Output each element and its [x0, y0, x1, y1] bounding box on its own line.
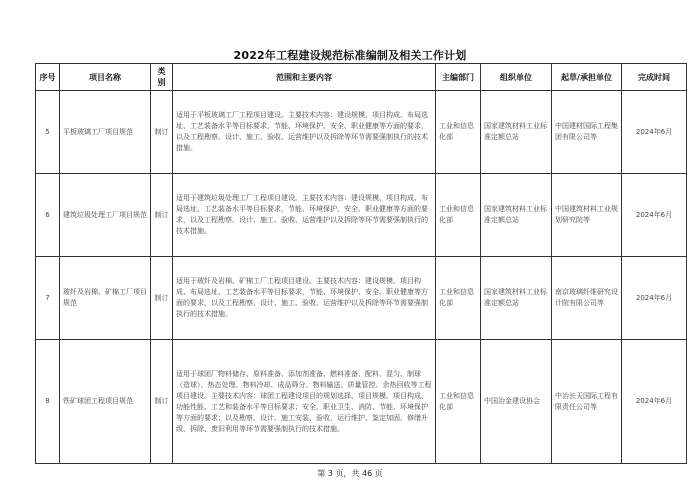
cell-dept: 工业和信息化部 [436, 257, 481, 340]
header-time: 完成时间 [622, 64, 687, 91]
header-scope: 范围和主要内容 [173, 64, 436, 91]
cell-org: 中国冶金建设协会 [481, 340, 552, 464]
header-name: 项目名称 [60, 64, 151, 91]
cell-org: 国家建筑材料工业标准定额总站 [481, 91, 552, 174]
cell-scope: 适用于球团厂物料储存、原料准备、添加剂准备、燃料准备、配料、混匀、制球（造球）、热态处理、物料冷却、成品筛分、物料输送、质量管控、余热回收等工程项目建设。主要技术内容：球团工程建设项目的规划选择、项目规模、项目构成、功能性能、工艺和装备水平等目标要求；安全、职业卫生、消防、节能、环境保护等方面的要求；以及勘察、设计、施工安装、验收、运行维护、鉴定加固、修缮升级、拆除、废旧利用等环节需要强制执行的技术措施。 [173, 340, 436, 464]
header-drafter: 起草/承担单位 [552, 64, 622, 91]
cell-dept: 工业和信息化部 [436, 91, 481, 174]
cell-scope: 适用于玻纤及岩棉、矿棉工厂工程项目建设。主要技术内容：建设规模、项目构成、布局选址、工艺装备水平等目标要求，节能、环境保护、安全、职业健康等方面的要求，以及工程勘察、设计、施工、验收、运营维护以及拆除等环节需要强制执行的技术措施。 [173, 257, 436, 340]
document-title: 2022年工程建设规范标准编制及相关工作计划 [233, 49, 467, 62]
header-seq: 序号 [36, 64, 60, 91]
cell-drafter: 中国建筑材料工业规划研究院等 [552, 174, 622, 257]
cell-name: 铁矿球团工程项目规范 [60, 340, 151, 464]
table-row [36, 91, 687, 174]
cell-time: 2024年6月 [622, 91, 687, 174]
cell-drafter: 南京玻璃纤维研究设计院有限公司等 [552, 257, 622, 340]
cell-scope: 适用于建筑垃圾处理工厂工程项目建设。主要技术内容：建设规模、项目构成、布局选址、工艺装备水平等目标要求，节能、环境保护、安全、职业健康等方面的要求，以及工程勘察、设计、施工、验收、运营维护以及拆除等环节需要强制执行的技术措施。 [173, 174, 436, 257]
cell-seq: 7 [36, 257, 60, 340]
cell-dept: 工业和信息化部 [436, 340, 481, 464]
work-plan-table [35, 63, 687, 464]
cell-time: 2024年6月 [622, 257, 687, 340]
cell-dept: 工业和信息化部 [436, 174, 481, 257]
cell-category: 制订 [151, 91, 173, 174]
cell-name: 建筑垃圾处理工厂项目规范 [60, 174, 151, 257]
cell-seq: 6 [36, 174, 60, 257]
table-row [36, 340, 687, 464]
header-category: 类别 [151, 64, 173, 91]
cell-drafter: 中冶长天国际工程有限责任公司等 [552, 340, 622, 464]
cell-name: 平板玻璃工厂项目规范 [60, 91, 151, 174]
cell-name: 玻纤及岩棉、矿棉工厂项目规范 [60, 257, 151, 340]
cell-category: 制订 [151, 340, 173, 464]
cell-org: 国家建筑材料工业标准定额总站 [481, 257, 552, 340]
cell-seq: 8 [36, 340, 60, 464]
cell-category: 制订 [151, 174, 173, 257]
cell-time: 2024年6月 [622, 174, 687, 257]
header-org: 组织单位 [481, 64, 552, 91]
header-dept: 主编部门 [436, 64, 481, 91]
table-header-row [36, 64, 687, 91]
cell-drafter: 中国建材国际工程集团有限公司等 [552, 91, 622, 174]
page-number: 第 3 页，共 46 页 [317, 469, 383, 478]
cell-scope: 适用于平板玻璃工厂工程项目建设。主要技术内容：建设规模、项目构成、布局选址、工艺装备水平等目标要求，节能、环境保护、安全、职业健康等方面的要求，以及工程勘察、设计、施工、验收、运营维护以及拆除等环节需要强制执行的技术措施。 [173, 91, 436, 174]
cell-seq: 5 [36, 91, 60, 174]
table-row [36, 257, 687, 340]
cell-category: 制订 [151, 257, 173, 340]
table-row [36, 174, 687, 257]
cell-time: 2024年6月 [622, 340, 687, 464]
cell-org: 国家建筑材料工业标准定额总站 [481, 174, 552, 257]
